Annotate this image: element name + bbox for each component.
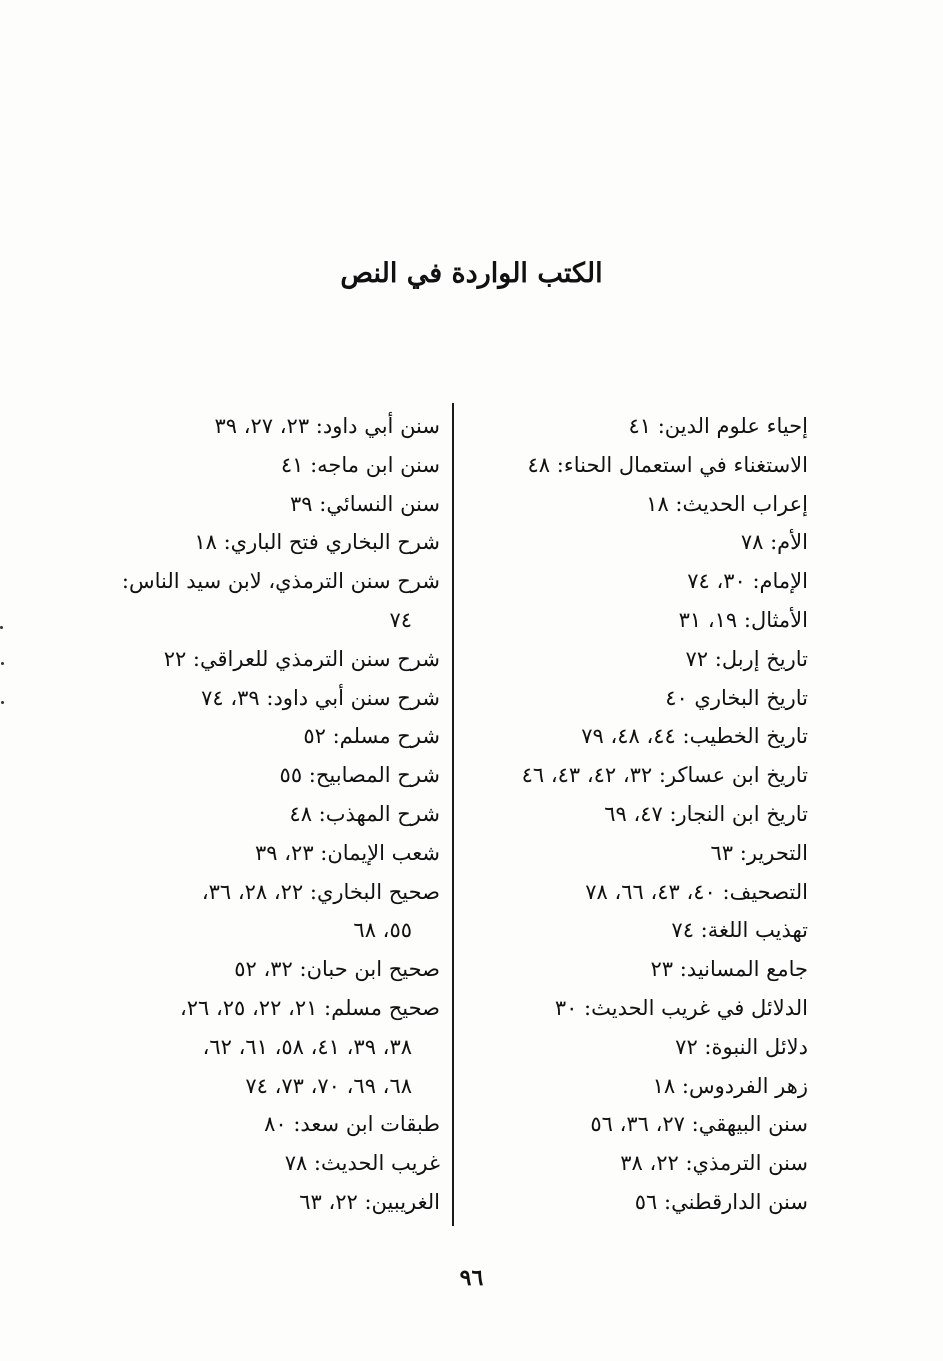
index-entry: تاريخ البخاري ٤٠ <box>665 685 808 710</box>
index-entry: شرح سنن الترمذي للعراقي: ٢٢ <box>163 646 440 671</box>
scan-mark <box>1 662 4 665</box>
index-entry: الاستغناء في استعمال الحناء: ٤٨ <box>527 452 808 477</box>
index-entry: شرح سنن أبي داود: ٣٩، ٧٤ <box>201 685 440 710</box>
scan-mark <box>1 701 4 704</box>
page-title: الكتب الواردة في النص <box>340 258 603 289</box>
index-entry: إعراب الحديث: ١٨ <box>646 491 808 516</box>
column-divider <box>452 403 454 1226</box>
index-entry: شرح البخاري فتح الباري: ١٨ <box>194 530 440 555</box>
index-entry: الدلائل في غريب الحديث: ٣٠ <box>554 995 808 1020</box>
index-entry: صحيح ابن حبان: ٣٢، ٥٢ <box>234 957 440 982</box>
index-entry: تهذيب اللغة: ٧٤ <box>671 918 808 943</box>
index-entry: سنن أبي داود: ٢٣، ٢٧، ٣٩ <box>214 414 440 438</box>
index-entry: صحيح مسلم: ٢١، ٢٢، ٢٥، ٢٦، <box>179 995 440 1020</box>
index-entry: زهر الفردوس: ١٨ <box>652 1073 808 1098</box>
index-entry-continuation: ٧٤ <box>389 607 412 632</box>
index-entry-continuation: ٣٨، ٣٩، ٤١، ٥٨، ٦١، ٦٢، <box>202 1034 412 1059</box>
index-entry: سنن البيهقي: ٢٧، ٣٦، ٥٦ <box>590 1112 808 1137</box>
index-entry: شعب الإيمان: ٢٣، ٣٩ <box>255 840 440 865</box>
index-entry: سنن ابن ماجه: ٤١ <box>280 452 440 477</box>
index-entry: طبقات ابن سعد: ٨٠ <box>264 1112 440 1137</box>
index-entry-continuation: ٦٨، ٦٩، ٧٠، ٧٣، ٧٤ <box>245 1073 412 1098</box>
index-entry: دلائل النبوة: ٧٢ <box>675 1034 808 1059</box>
index-entry: غريب الحديث: ٧٨ <box>284 1151 440 1176</box>
index-entry: تاريخ الخطيب: ٤٤، ٤٨، ٧٩ <box>581 724 808 749</box>
index-entry: تاريخ ابن عساكر: ٣٢، ٤٢، ٤٣، ٤٦ <box>521 763 808 788</box>
index-entry: الإمام: ٣٠، ٧٤ <box>687 569 808 594</box>
index-column-right <box>470 407 808 1222</box>
index-column-left <box>100 407 440 1222</box>
index-entry: صحيح البخاري: ٢٢، ٢٨، ٣٦، <box>201 879 440 904</box>
index-entry: جامع المسانيد: ٢٣ <box>650 957 808 982</box>
index-entry: إحياء علوم الدين: ٤١ <box>628 414 808 438</box>
index-entry: تاريخ ابن النجار: ٤٧، ٦٩ <box>604 801 808 826</box>
index-entry: شرح سنن الترمذي، لابن سيد الناس: <box>121 569 440 594</box>
index-entry: شرح مسلم: ٥٢ <box>303 724 440 749</box>
index-entry: سنن الترمذي: ٢٢، ٣٨ <box>620 1151 808 1176</box>
index-entry: شرح المهذب: ٤٨ <box>289 801 440 826</box>
index-entry: الأم: ٧٨ <box>740 530 808 555</box>
index-entry-continuation: ٥٥، ٦٨ <box>353 918 412 943</box>
index-entry: سنن الدارقطني: ٥٦ <box>634 1189 808 1214</box>
index-entry: سنن النسائي: ٣٩ <box>290 491 440 516</box>
index-entry: شرح المصابيح: ٥٥ <box>279 763 440 788</box>
index-entry: تاريخ إربل: ٧٢ <box>685 646 808 671</box>
page-number: ٩٦ <box>459 1265 484 1291</box>
scan-mark <box>0 626 3 629</box>
index-entry: الأمثال: ١٩، ٣١ <box>678 607 808 632</box>
index-entry: التحرير: ٦٣ <box>710 840 808 865</box>
index-entry: الغريبين: ٢٢، ٦٣ <box>299 1189 440 1214</box>
index-entry: التصحيف: ٤٠، ٤٣، ٦٦، ٧٨ <box>585 879 808 904</box>
